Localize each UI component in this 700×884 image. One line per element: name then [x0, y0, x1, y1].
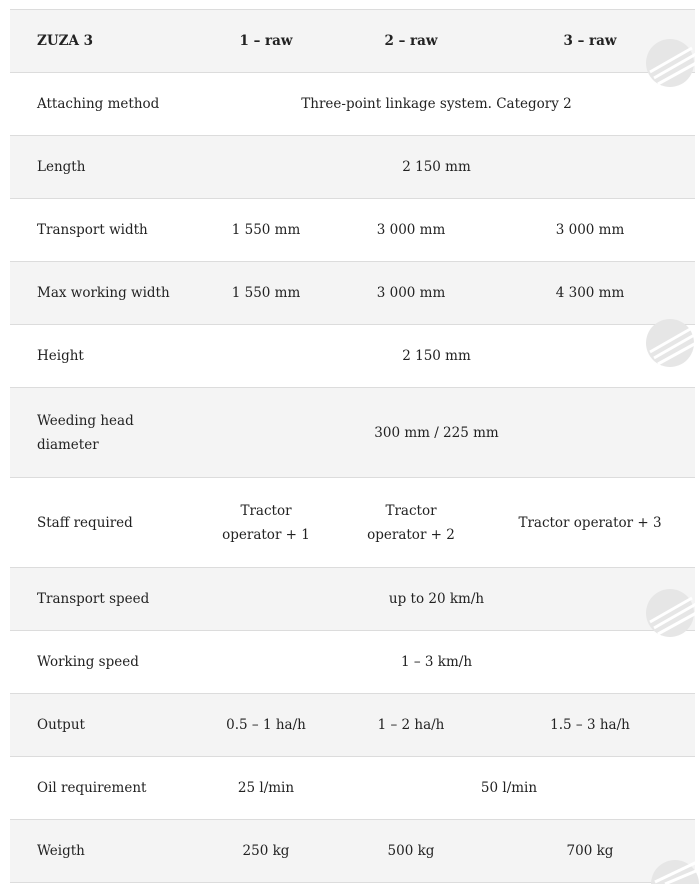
- row-label-line-1: Weeding head: [37, 412, 134, 429]
- table-row-transport-speed: [10, 568, 695, 631]
- spec-table: [10, 9, 695, 883]
- value-col-2: [338, 478, 484, 567]
- value-col-1: 250 kg: [242, 843, 290, 859]
- table-row-weight: [10, 820, 695, 883]
- row-label: Weigth: [37, 843, 85, 859]
- table-row-working-speed: [10, 631, 695, 694]
- row-label: Height: [37, 348, 84, 364]
- row-label: Output: [37, 717, 85, 733]
- row-value: 2 150 mm: [402, 159, 471, 175]
- row-value: up to 20 km/h: [388, 591, 485, 607]
- column-header-1: 1 – raw: [239, 33, 293, 49]
- row-label: [37, 388, 212, 477]
- value-col-3: 4 300 mm: [555, 285, 625, 301]
- value-line-1: Tractor: [385, 502, 437, 519]
- value-col-1: 25 l/min: [237, 780, 295, 796]
- table-row-transport-width: [10, 199, 695, 262]
- value-col-2-3: 50 l/min: [480, 780, 538, 796]
- value-col-2: 3 000 mm: [376, 285, 446, 301]
- row-label: Transport speed: [37, 591, 150, 607]
- row-label: Length: [37, 159, 86, 175]
- value-col-1: [193, 478, 339, 567]
- row-label-line-2: diameter: [37, 436, 99, 453]
- watermark-logo-icon: [640, 38, 700, 88]
- table-row-output: [10, 694, 695, 757]
- model-name: ZUZA 3: [37, 33, 94, 49]
- value-col-3: 700 kg: [566, 843, 614, 859]
- table-row-weeding-head-diameter: [10, 388, 695, 478]
- watermark-logo-icon: [640, 588, 700, 638]
- value-col-3: Tractor operator + 3: [518, 514, 662, 531]
- column-header-2: 2 – raw: [384, 33, 438, 49]
- value-col-1: 1 550 mm: [231, 285, 301, 301]
- header-row: [10, 10, 695, 73]
- table-row-attaching-method: [10, 73, 695, 136]
- column-header-3: 3 – raw: [563, 33, 617, 49]
- value-col-2: 500 kg: [387, 843, 435, 859]
- value-col-1: 1 550 mm: [231, 222, 301, 238]
- row-label: Working speed: [37, 654, 139, 670]
- row-value: 2 150 mm: [402, 348, 471, 364]
- row-value: 1 – 3 km/h: [400, 654, 473, 670]
- table-row-height: [10, 325, 695, 388]
- row-value: 300 mm / 225 mm: [374, 424, 499, 441]
- value-col-3: 1.5 – 3 ha/h: [550, 717, 630, 733]
- row-value: Three-point linkage system. Category 2: [301, 96, 572, 112]
- row-label: Oil requirement: [37, 780, 147, 796]
- value-line-1: Tractor: [240, 502, 292, 519]
- table-row-oil-requirement: [10, 757, 695, 820]
- row-label: Attaching method: [37, 96, 160, 112]
- row-label: Staff required: [37, 514, 133, 531]
- value-col-1: 0.5 – 1 ha/h: [226, 717, 306, 733]
- row-label: Max working width: [37, 285, 170, 301]
- row-label: Transport width: [37, 222, 148, 238]
- table-row-staff-required: [10, 478, 695, 568]
- value-col-2: 3 000 mm: [376, 222, 446, 238]
- value-col-2: 1 – 2 ha/h: [377, 717, 445, 733]
- value-line-2: operator + 2: [367, 526, 455, 543]
- watermark-logo-icon: [640, 318, 700, 368]
- table-row-max-working-width: [10, 262, 695, 325]
- watermark-logo-icon: [645, 858, 700, 884]
- value-col-3: 3 000 mm: [555, 222, 625, 238]
- value-line-2: operator + 1: [222, 526, 310, 543]
- table-row-length: [10, 136, 695, 199]
